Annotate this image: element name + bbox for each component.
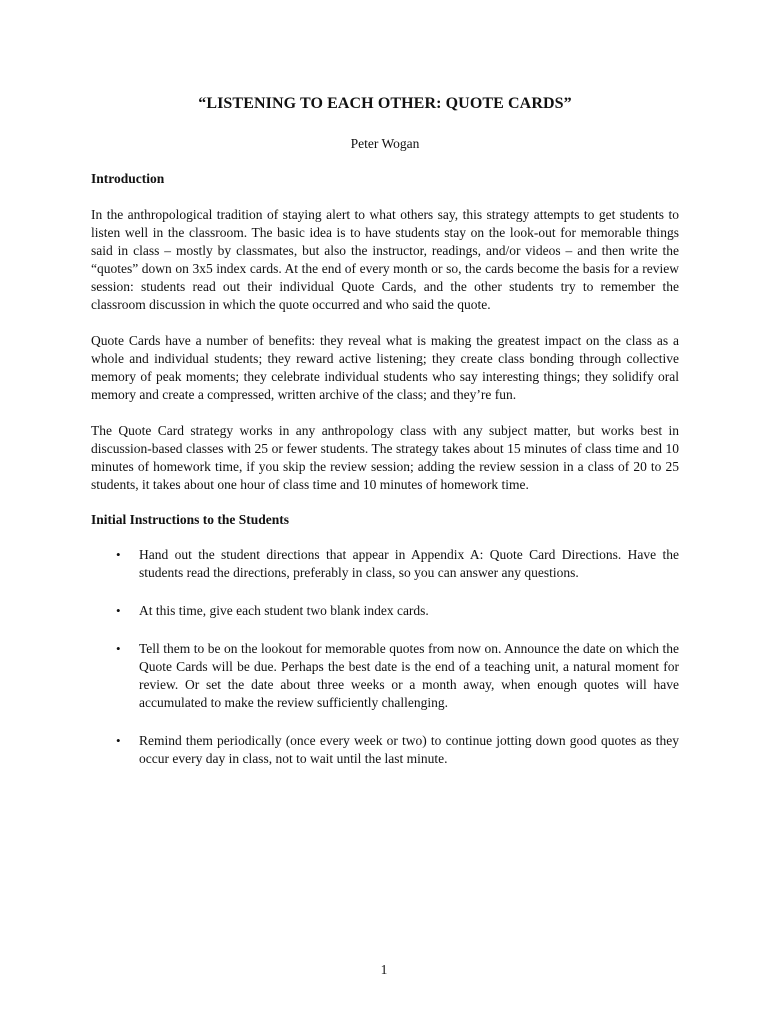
bullet-icon: •	[116, 603, 121, 618]
intro-paragraph-2: Quote Cards have a number of benefits: they reveal what is making the greatest impact on the class as a whole and individual students; they reward active listening; they create class bonding through collective memory of peak moments; they celebrate individual students who say interesting things; they solidify oral memory and create a compressed, written archive of the class; and they’re fun.	[91, 333, 679, 402]
list-item	[91, 602, 679, 620]
section-heading-introduction: Introduction	[91, 171, 165, 186]
bullet-icon: •	[116, 641, 121, 656]
list-item-text: Tell them to be on the lookout for memorable quotes from now on. Announce the date on which the Quote Cards will be due. Perhaps the best date is the end of a teaching unit, a natural moment for review. Or set the date about three weeks or a month away, when enough quotes will have accumulated to make the review sufficiently challenging.	[139, 641, 679, 710]
page-content	[91, 94, 679, 788]
intro-paragraph-1: In the anthropological tradition of staying alert to what others say, this strategy attempts to get students to listen well in the classroom. The basic idea is to have students stay on the look-out for memorable things said in class – mostly by classmates, but also the instructor, readings, and/or videos – and then write the “quotes” down on 3x5 index cards. At the end of every month or so, the cards become the basis for a review session: students read out their individual Quote Cards, and the other students try to remember the classroom discussion in which the quote occurred and who said the quote.	[91, 207, 679, 312]
list-item	[91, 732, 679, 768]
list-item-text: At this time, give each student two blank index cards.	[139, 603, 429, 618]
list-item-text: Hand out the student directions that appear in Appendix A: Quote Card Directions. Have the students read the directions, preferably in class, so you can answer any questions.	[139, 547, 679, 580]
bullet-icon: •	[116, 547, 121, 562]
document-author: Peter Wogan	[350, 136, 420, 151]
list-item-text: Remind them periodically (once every week or two) to continue jotting down good quotes as they occur every day in class, not to wait until the last minute.	[139, 733, 679, 766]
instructions-list	[91, 546, 679, 768]
list-item	[91, 640, 679, 712]
bullet-icon: •	[116, 733, 121, 748]
document-title: “LISTENING TO EACH OTHER: QUOTE CARDS”	[198, 95, 572, 112]
list-item	[91, 546, 679, 582]
page-number: 1	[380, 962, 388, 977]
intro-paragraph-3: The Quote Card strategy works in any anthropology class with any subject matter, but works best in discussion-based classes with 25 or fewer students. The strategy takes about 15 minutes of class time and 10 minutes of homework time, if you skip the review session; adding the review session in a class of 20 to 25 students, it takes about one hour of class time and 10 minutes of homework time.	[91, 423, 679, 492]
section-heading-instructions: Initial Instructions to the Students	[91, 512, 290, 527]
